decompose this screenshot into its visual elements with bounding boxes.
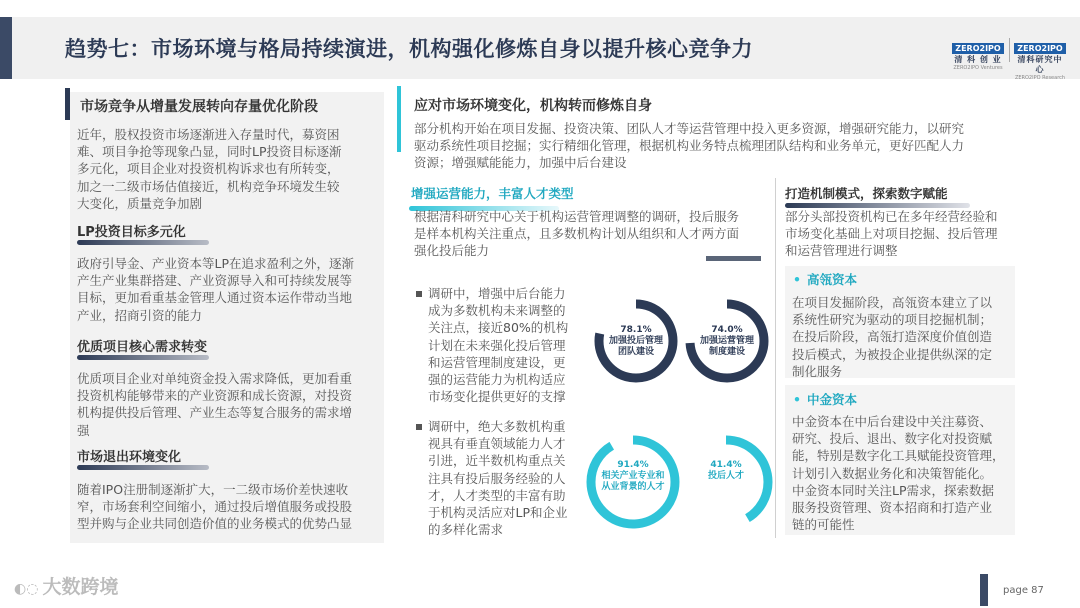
section-1-text: 近年，股权投资市场逐渐进入存量时代，募资困 难、项目争抢等现象凸显，同时LP投资目标逐渐 多元化，项目企业对投资机构诉求也有所转变， 加之一二级市场估值接近，机构竞争环境发生较 大变化，质量竞争加剧 bbox=[77, 127, 342, 211]
ops-divider bbox=[706, 256, 761, 261]
ops-bullet-2: 调研中，绝大多数机构重 视具有垂直领域能力人才 引进，近半数机构重点关 注具有投后服务经验的人 才，人才类型的丰富有助 于机构灵活应对LP和企业 的多样化需求 bbox=[428, 419, 568, 538]
page-accent bbox=[980, 574, 988, 606]
ops-intro: 根据清科研究中心关于机构运营管理调整的调研，投后服务 是样本机构关注重点，且多数机构计划从组织和人才两方面 强化投后能力 bbox=[414, 209, 740, 259]
zero2ipo-ventures-logo: ZERO2IPO 清 科 创 业 ZERO2IPO Ventures bbox=[953, 44, 1003, 71]
title-accent bbox=[0, 17, 12, 79]
section-title-1: 市场竞争从增量发展转向存量优化阶段 bbox=[80, 99, 318, 115]
section-2-text: 政府引导金、产业资本等LP在追求盈利之外，逐渐 产生产业集群搭建、产业资源导入和可持续发展等 目标，更加看重基金管理人通过资本运作带动当地 产业，招商引资的能力 bbox=[77, 256, 355, 323]
right-heading-bar bbox=[397, 86, 401, 152]
section-title-2: LP投资目标多元化 bbox=[77, 225, 186, 240]
sub-text-cicc: 中金资本在中后台建设中关注募资、 研究、投后、退出、数字化对投资赋 能，特别是数字化工具赋能投资管理， 计划引入数据业务化和决策智能化。 中金资本同时关注LP需求，探索数据 服务投资管理、资本招商和打造产业 链的可能性 bbox=[792, 414, 1005, 533]
column-divider bbox=[775, 178, 776, 538]
ops-bullet-1: 调研中，增强中后台能力 成为多数机构未来调整的 关注点，接近80%的机构 计划在未来强化投后管理 和运营管理制度建设，更 强的运营能力为机构适应 市场变化提供更好的支撑 bbox=[428, 286, 569, 405]
donut-label-industry-talent: 91.4% 相关产业专业和 从业背景的人才 bbox=[601, 460, 665, 492]
page-number: page 87 bbox=[1003, 585, 1044, 596]
section-3-underline bbox=[77, 355, 209, 360]
watermark-logo: ◐◌ 大数跨境 bbox=[14, 576, 119, 598]
page-title: 趋势七：市场环境与格局持续演进，机构强化修炼自身以提升核心竞争力 bbox=[65, 37, 753, 61]
section-4-text: 随着IPO注册制逐渐扩大，一二级市场价差快速收 窄，市场套利空间缩小，通过投后增值服务或投股 型并购与企业共同创造价值的业务模式的优势凸显 bbox=[77, 482, 353, 532]
left-heading-bar bbox=[65, 88, 70, 120]
donut-label-post-investment-talent: 41.4% 投后人才 bbox=[707, 460, 744, 481]
right-title: 应对市场环境变化，机构转而修炼自身 bbox=[414, 98, 652, 114]
mech-intro: 部分头部投资机构已在多年经营经验和 市场变化基础上对项目挖掘、投后管理 和运营管理进行调整 bbox=[785, 209, 998, 259]
section-3-text: 优质项目企业对单纯资金投入需求降低，更加看重 投资机构能够带来的产业资源和成长资源，对投资 机构提供投后管理、产业生态等复合服务的需求增 强 bbox=[77, 371, 353, 438]
sub-title-cicc: • 中金资本 bbox=[793, 392, 858, 407]
ops-title: 增强运营能力，丰富人才类型 bbox=[411, 186, 574, 201]
section-2-underline bbox=[77, 240, 209, 245]
donut-label-ops-mgmt: 74.0% 加强运营管理 制度建设 bbox=[699, 325, 754, 357]
sub-title-hillhouse: • 高瓴资本 bbox=[793, 272, 858, 287]
zero2ipo-research-logo: ZERO2IPO 清科研究中心 ZERO2IPO Research bbox=[1014, 44, 1066, 81]
bullet-square bbox=[416, 424, 422, 430]
bullet-square bbox=[416, 291, 422, 297]
section-4-underline bbox=[77, 465, 209, 470]
sub-text-hillhouse: 在项目发掘阶段，高瓴资本建立了以 系统性研究为驱动的项目挖掘机制； 在投后阶段，高瓴打造深度价值创造 投后模式，为被投企业提供纵深的定 制化服务 bbox=[792, 295, 993, 379]
section-title-3: 优质项目核心需求转变 bbox=[77, 340, 208, 355]
donut-label-investment-mgmt: 78.1% 加强投后管理 团队建设 bbox=[608, 325, 663, 357]
right-intro: 部分机构开始在项目发掘、投资决策、团队人才等运营管理中投入更多资源，增强研究能力，以研究 驱动系统性项目挖掘；实行精细化管理，根据机构业务特点梳理团队结构和业务单元，更好匹配人力 资源；增强赋能能力，加强中后台建设 bbox=[414, 121, 965, 171]
section-title-4: 市场退出环境变化 bbox=[77, 450, 182, 465]
donut-chart-post-investment-talent bbox=[676, 432, 776, 532]
logo-divider bbox=[1009, 38, 1010, 62]
mech-title: 打造机制模式，探索数字赋能 bbox=[785, 186, 948, 201]
